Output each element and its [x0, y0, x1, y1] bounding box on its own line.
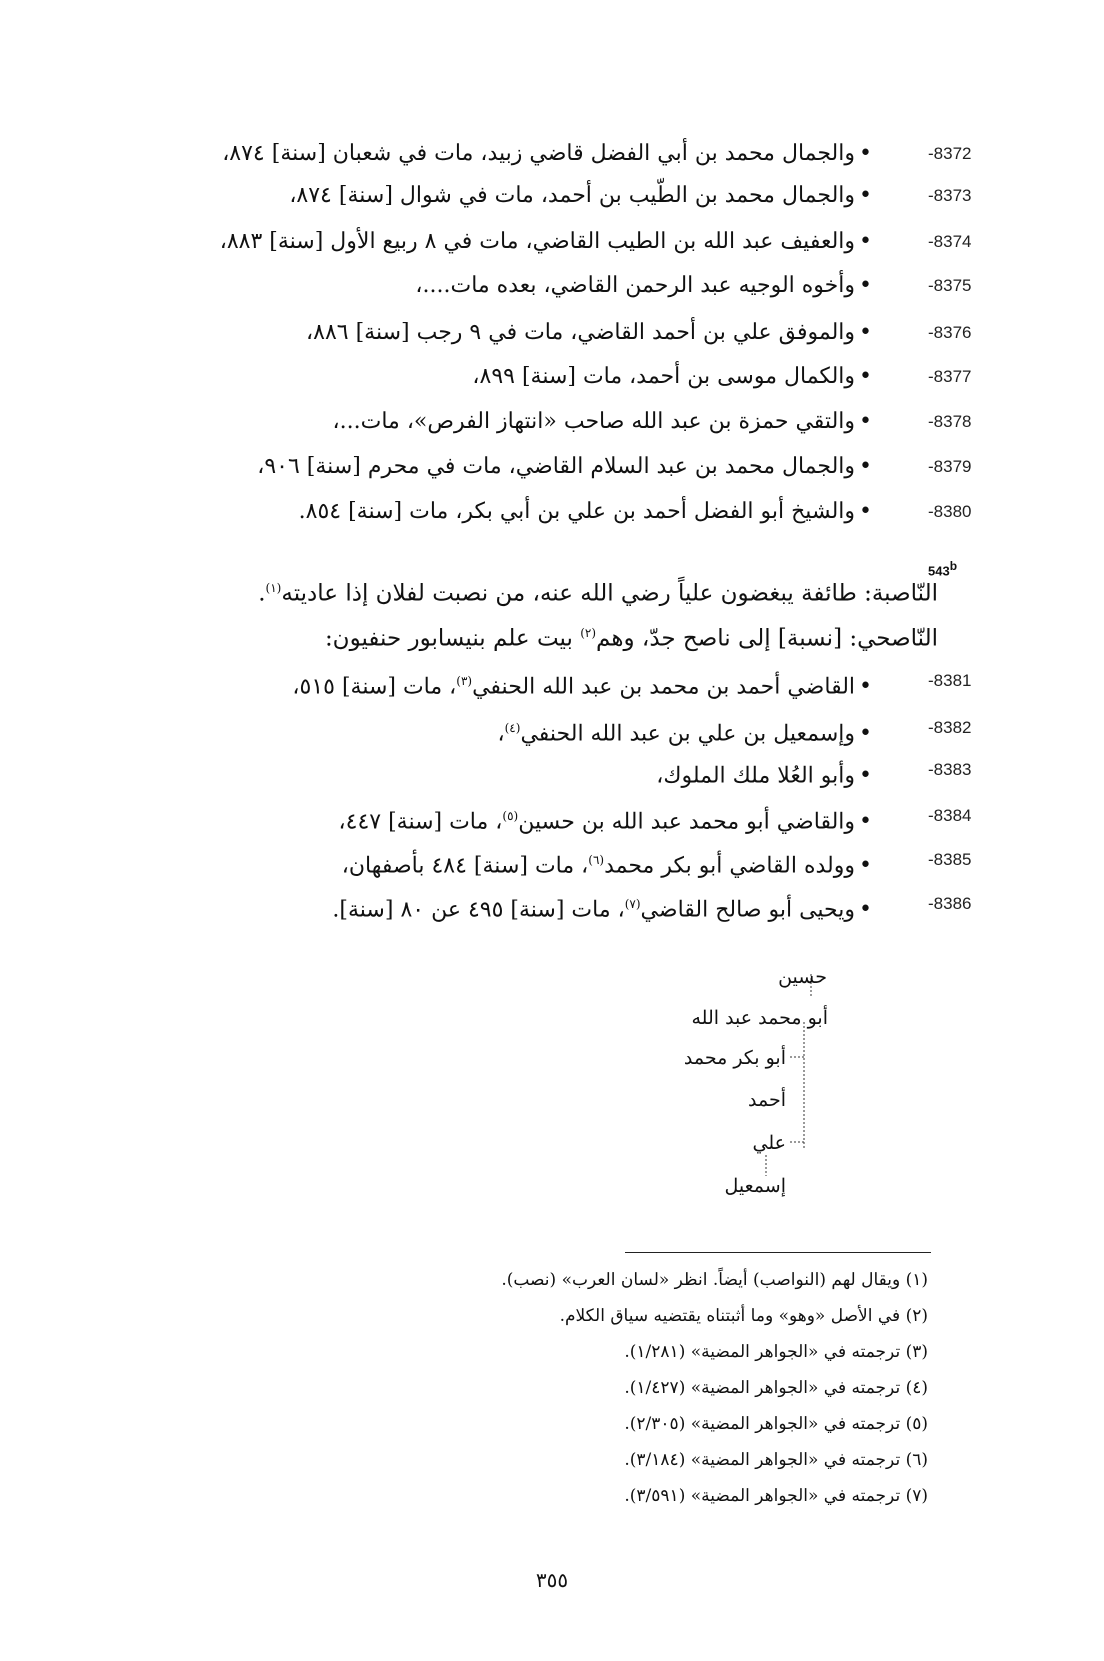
footnote: (٧) ترجمته في «الجواهر المضية» (٣/٥٩١).	[624, 1486, 928, 1506]
footnote: (١) ويقال لهم (النواصب) أيضاً. انظر «لسان العرب» (نصب).	[501, 1270, 928, 1290]
entry-number: -8372	[928, 144, 972, 163]
footnote: (٢) في الأصل «وهو» وما أثبتناه يقتضيه سياق الكلام.	[559, 1306, 928, 1326]
paragraph-nasiba: النّاصبة: طائفة يبغضون علياً رضي الله عنه، من نصبت لفلان إذا عاديته$^{(١)}$.	[258, 580, 938, 607]
entry-text: •والعفيف عبد الله بن الطيب القاضي، مات في ٨ ربيع الأول [سنة] ٨٨٣،	[219, 229, 872, 254]
entry-text: •وأبو العُلا ملك الملوك،	[656, 763, 872, 789]
footnote: (٣) ترجمته في «الجواهر المضية» (١/٢٨١).	[624, 1342, 928, 1362]
entry-number: -8376	[928, 323, 972, 342]
entry-text: •وولده القاضي أبو بكر محمد$^{(٦)}$، مات [سنة] ٤٨٤ بأصفهان،	[341, 853, 872, 879]
entry-text: •والجمال محمد بن عبد السلام القاضي، مات في محرم [سنة] ٩٠٦،	[257, 454, 872, 479]
footnote: (٥) ترجمته في «الجواهر المضية» (٢/٣٠٥).	[624, 1414, 928, 1434]
tree-node-ali: علي	[752, 1132, 786, 1154]
footnote-divider	[625, 1252, 931, 1253]
entry-text: •والجمال محمد بن أبي الفضل قاضي زبيد، مات في شعبان [سنة] ٨٧٤،	[222, 141, 872, 166]
entry-row	[0, 268, 1104, 308]
entry-row	[0, 315, 1104, 355]
entry-row	[0, 494, 1104, 534]
tree-node-ismail: إسمعيل	[724, 1175, 786, 1197]
entry-row	[0, 359, 1104, 399]
entry-number: -8384	[928, 806, 972, 825]
entry-row	[0, 178, 1104, 218]
footnote: (٤) ترجمته في «الجواهر المضية» (١/٤٢٧).	[624, 1378, 928, 1398]
entry-number: -8380	[928, 502, 972, 521]
tree-node-husain: حسين	[778, 966, 827, 988]
entry-number: -8378	[928, 412, 972, 431]
entry-number: -8385	[928, 850, 972, 869]
entry-text: •والكمال موسى بن أحمد، مات [سنة] ٨٩٩،	[472, 364, 872, 389]
footnote: (٦) ترجمته في «الجواهر المضية» (٣/١٨٤).	[624, 1450, 928, 1470]
entry-text: •والجمال محمد بن الطّيب بن أحمد، مات في شوال [سنة] ٨٧٤،	[289, 183, 872, 208]
page-marker: 543$^b$	[928, 559, 958, 579]
entry-text: •والشيخ أبو الفضل أحمد بن علي بن أبي بكر، مات [سنة] ٨٥٤.	[298, 499, 872, 524]
entry-number: -8373	[928, 186, 972, 205]
entry-text: •والقاضي أبو محمد عبد الله بن حسين$^{(٥)}$، مات [سنة] ٤٤٧،	[338, 809, 872, 835]
entry-row	[0, 886, 1104, 926]
entry-number: -8379	[928, 457, 972, 476]
tree-node-abu-bakr: أبو بكر محمد	[683, 1047, 786, 1069]
entry-number: -8386	[928, 894, 972, 913]
tree-node-ahmad: أحمد	[748, 1089, 786, 1111]
entry-text: •والموفق علي بن أحمد القاضي، مات في ٩ رجب [سنة] ٨٨٦،	[306, 320, 872, 345]
page-number: ٣٥٥	[535, 1568, 569, 1592]
entry-row	[0, 752, 1104, 792]
entry-number: -8374	[928, 232, 972, 251]
entry-text: •ويحيى أبو صالح القاضي$^{(٧)}$، مات [سنة] ٤٩٥ عن ٨٠ [سنة].	[332, 897, 872, 923]
entry-row	[0, 842, 1104, 882]
entry-text: •القاضي أحمد بن محمد بن عبد الله الحنفي$^{(٣)}$، مات [سنة] ٥١٥،	[292, 674, 872, 700]
entry-row	[0, 224, 1104, 264]
paragraph-nasihi: النّاصحي: [نسبة] إلى ناصح جدّ، وهم$^{(٢)}$ بيت علم بنيسابور حنفيون:	[324, 625, 938, 652]
entry-row	[0, 663, 1104, 703]
entry-row	[0, 449, 1104, 489]
entry-row	[0, 404, 1104, 444]
entry-number: -8377	[928, 367, 972, 386]
entry-number: -8375	[928, 276, 972, 295]
entry-text: •وإسمعيل بن علي بن عبد الله الحنفي$^{(٤)}$،	[497, 721, 872, 747]
entry-row	[0, 710, 1104, 750]
entry-text: •وأخوه الوجيه عبد الرحمن القاضي، بعده مات....،	[415, 273, 872, 298]
entry-row	[0, 798, 1104, 838]
tree-node-abu-muhammad: أبو محمد عبد الله	[691, 1007, 828, 1029]
entry-number: -8383	[928, 760, 972, 779]
entry-row	[0, 136, 1104, 176]
entry-number: -8381	[928, 671, 972, 690]
entry-number: -8382	[928, 718, 972, 737]
entry-text: •والتقي حمزة بن عبد الله صاحب «انتهاز الفرص»، مات...،	[332, 409, 872, 434]
